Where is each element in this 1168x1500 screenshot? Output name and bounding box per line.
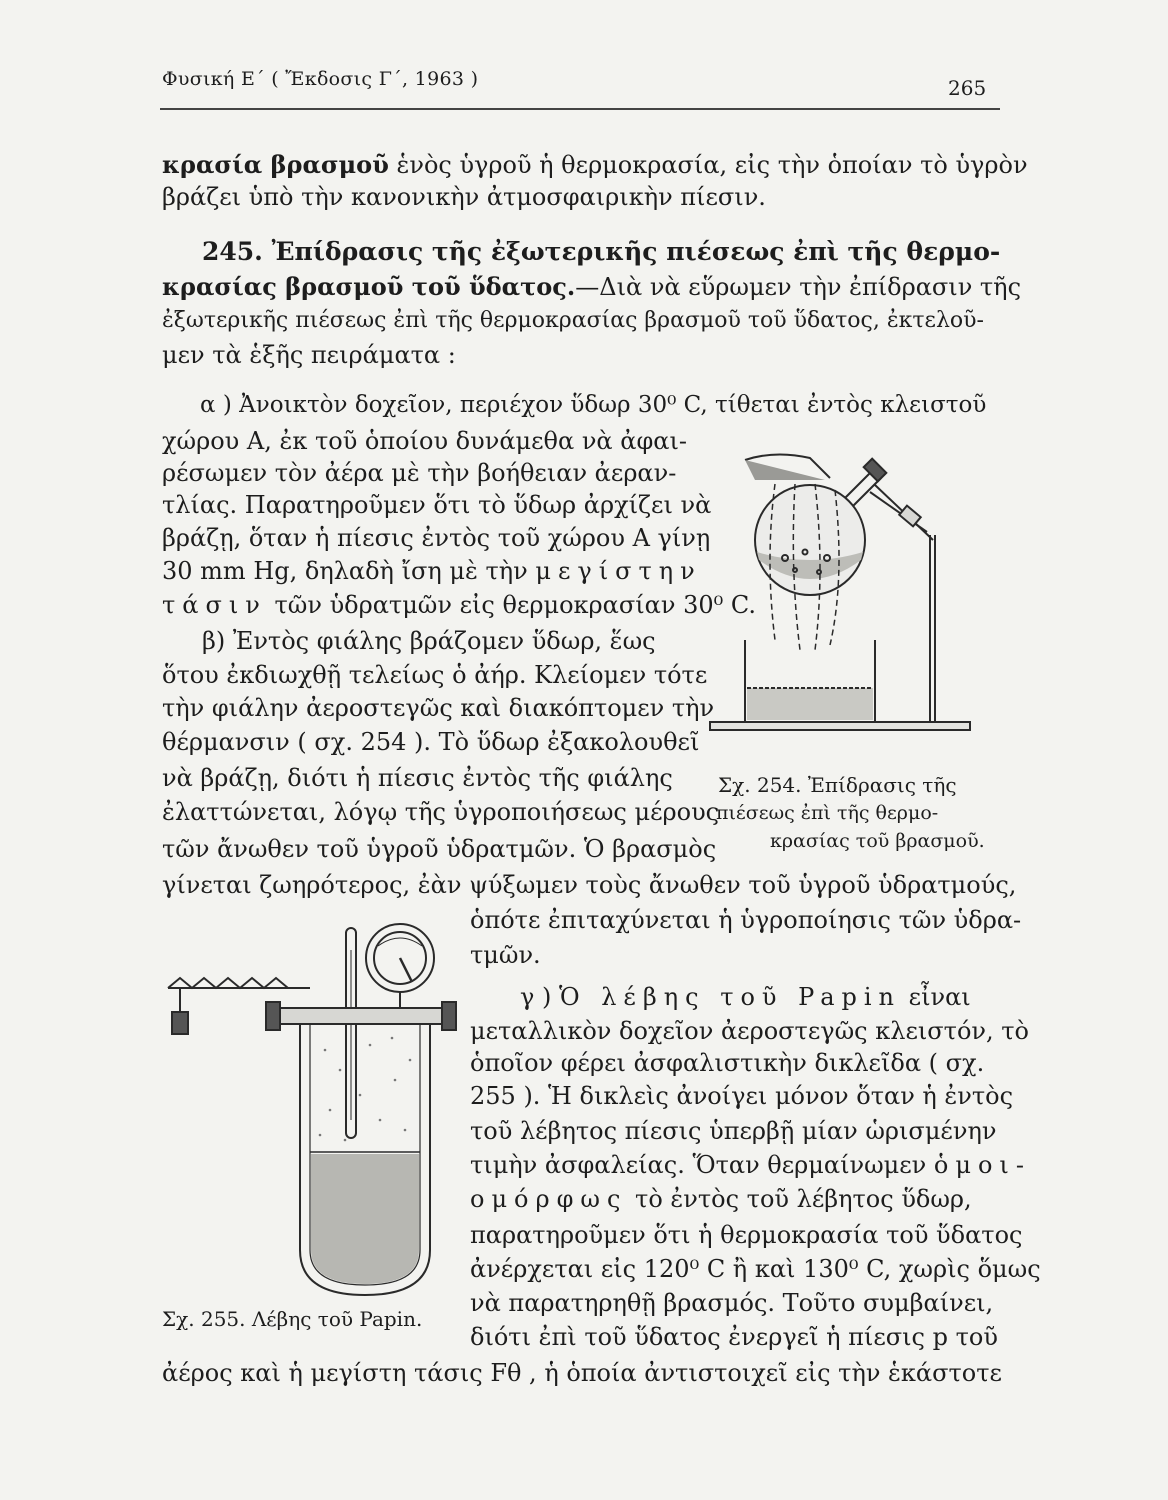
- text-line: [470, 1150, 1031, 1180]
- text-line: ἀέρος καὶ ἡ μεγίστη τάσις Fθ , ἡ ὁποία ἀντιστοιχεῖ εἰς τὴν ἑκάστοτε: [162, 1359, 1002, 1387]
- text-line: τλίας. Παρατηροῦμεν ὅτι τὸ ὕδωρ ἀρχίζει νὰ: [162, 491, 712, 519]
- text-line: [162, 150, 1028, 180]
- text-line: τὴν φιάλην ἀεροστεγῶς καὶ διακόπτομεν τὴν: [162, 694, 715, 722]
- text-line: χώρου Α, ἐκ τοῦ ὁποίου δυνάμεθα νὰ ἀφαι-: [162, 427, 687, 455]
- text-line: ρέσωμεν τὸν ἀέρα μὲ τὴν βοήθειαν ἀεραν-: [162, 459, 677, 487]
- figure-255-illustration: [160, 920, 460, 1300]
- text-run: τιμὴν ἀσφαλείας. Ὅταν θερμαίνωμεν: [470, 1151, 934, 1179]
- text-line: [470, 1184, 972, 1214]
- text-run: εἶναι: [901, 983, 971, 1011]
- text-line: ὅτου ἐκδιωχθῇ τελείως ὁ ἀήρ. Κλείομεν τότε: [162, 661, 708, 689]
- text-line: β) Ἐντὸς φιάλης βράζομεν ὕδωρ, ἕως: [202, 627, 656, 655]
- spaced-term: μεγίστην: [535, 557, 702, 585]
- text-line: διότι ἐπὶ τοῦ ὕδατος ἐνεργεῖ ἡ πίεσις p τοῦ: [470, 1323, 998, 1351]
- text-run: 30 mm Hg, δηλαδὴ ἴση μὲ τὴν: [162, 557, 536, 585]
- text-line: ὁποῖον φέρει ἀσφαλιστικὴν δικλεῖδα ( σχ.: [470, 1049, 985, 1077]
- text-line: ἐλαττώνεται, λόγῳ τῆς ὑγροποιήσεως μέρους: [162, 798, 720, 826]
- text-line: ἐξωτερικῆς πιέσεως ἐπὶ τῆς θερμοκρασίας βρασμοῦ τοῦ ὕδατος, ἐκτελοῦ-: [162, 308, 984, 333]
- text-line: μεν τὰ ἑξῆς πειράματα :: [162, 341, 456, 369]
- text-line: θέρμανσιν ( σχ. 254 ). Τὸ ὕδωρ ἐξακολουθεῖ: [162, 728, 700, 756]
- text-line: [162, 272, 1021, 302]
- text-line: τοῦ λέβητος πίεσις ὑπερβῇ μίαν ὡρισμένην: [470, 1117, 997, 1145]
- text-line: ἀνέρχεται εἰς 120⁰ C ἢ καὶ 130⁰ C, χωρὶς ὅμως: [470, 1255, 1041, 1283]
- figure-254-caption: πιέσεως ἐπὶ τῆς θερμο-: [716, 802, 939, 824]
- page-number: 265: [948, 76, 987, 100]
- text-line: [520, 982, 971, 1012]
- text-line: [162, 556, 702, 586]
- text-run: —Διὰ νὰ εὕρωμεν τὴν ἐπίδρασιν τῆς: [575, 273, 1022, 301]
- spaced-term: τάσιν: [162, 591, 267, 619]
- text-line: [162, 590, 756, 620]
- text-run: ἑνὸς ὑγροῦ ἡ θερμοκρασία, εἰς τὴν ὁποίαν τὸ ὑγρὸν: [388, 151, 1028, 179]
- text-line: παρατηροῦμεν ὅτι ἡ θερμοκρασία τοῦ ὕδατος: [470, 1221, 1023, 1249]
- text-run: τὸ ἐντὸς τοῦ λέβητος ὕδωρ,: [627, 1185, 972, 1213]
- text-line: τῶν ἄνωθεν τοῦ ὑγροῦ ὑδρατμῶν. Ὁ βρασμὸς: [162, 835, 717, 863]
- figure-255-caption: Σχ. 255. Λέβης τοῦ Papin.: [162, 1307, 423, 1331]
- figure-254-caption: Σχ. 254. Ἐπίδρασις τῆς: [718, 773, 957, 797]
- section-heading: 245. Ἐπίδρασις τῆς ἐξωτερικῆς πιέσεως ἐπὶ τῆς θερμο-: [202, 237, 1001, 266]
- text-line: μεταλλικὸν δοχεῖον ἀεροστεγῶς κλειστόν, τὸ: [470, 1017, 1029, 1045]
- text-run: τῶν ὑδρατμῶν εἰς θερμοκρασίαν 30⁰ C.: [266, 591, 757, 619]
- figure-254-illustration: [705, 440, 1005, 740]
- spaced-term: Ὁ λέβης τοῦ Papin: [558, 983, 902, 1011]
- text-line: ὁπότε ἐπιταχύνεται ἡ ὑγροποίησις τῶν ὑδρα-: [470, 906, 1022, 934]
- text-line: γίνεται ζωηρότερος, ἐὰν ψύξωμεν τοὺς ἄνωθεν τοῦ ὑγροῦ ὑδρατμούς,: [162, 871, 1017, 899]
- text-line: βράζει ὑπὸ τὴν κανονικὴν ἀτμοσφαιρικὴν πίεσιν.: [162, 183, 766, 211]
- figure-254-caption: κρασίας τοῦ βρασμοῦ.: [770, 830, 985, 852]
- running-title: Φυσική Ε΄ ( Ἔκδοσις Γ΄, 1963 ): [162, 68, 479, 90]
- text-line: α ) Ἀνοικτὸν δοχεῖον, περιέχον ὕδωρ 30⁰ C, τίθεται ἐντὸς κλειστοῦ: [200, 392, 987, 418]
- spaced-term: ὁμοι-: [933, 1151, 1031, 1179]
- spaced-term: ομόρφως: [470, 1185, 628, 1213]
- section-heading-cont: κρασίας βρασμοῦ τοῦ ὕδατος.: [162, 272, 576, 301]
- text-line: νὰ παρατηρηθῇ βρασμός. Τοῦτο συμβαίνει,: [470, 1289, 994, 1317]
- text-line: 255 ). Ἡ δικλεὶς ἀνοίγει μόνον ὅταν ἡ ἐντὸς: [470, 1082, 1014, 1110]
- bold-term: κρασία βρασμοῦ: [162, 150, 389, 179]
- header-rule: [160, 108, 1000, 110]
- text-line: τμῶν.: [470, 941, 541, 969]
- text-run: γ ): [520, 983, 559, 1011]
- text-line: βράζῃ, ὅταν ἡ πίεσις ἐντὸς τοῦ χώρου Α γίνῃ: [162, 524, 711, 552]
- text-line: νὰ βράζῃ, διότι ἡ πίεσις ἐντὸς τῆς φιάλης: [162, 764, 673, 792]
